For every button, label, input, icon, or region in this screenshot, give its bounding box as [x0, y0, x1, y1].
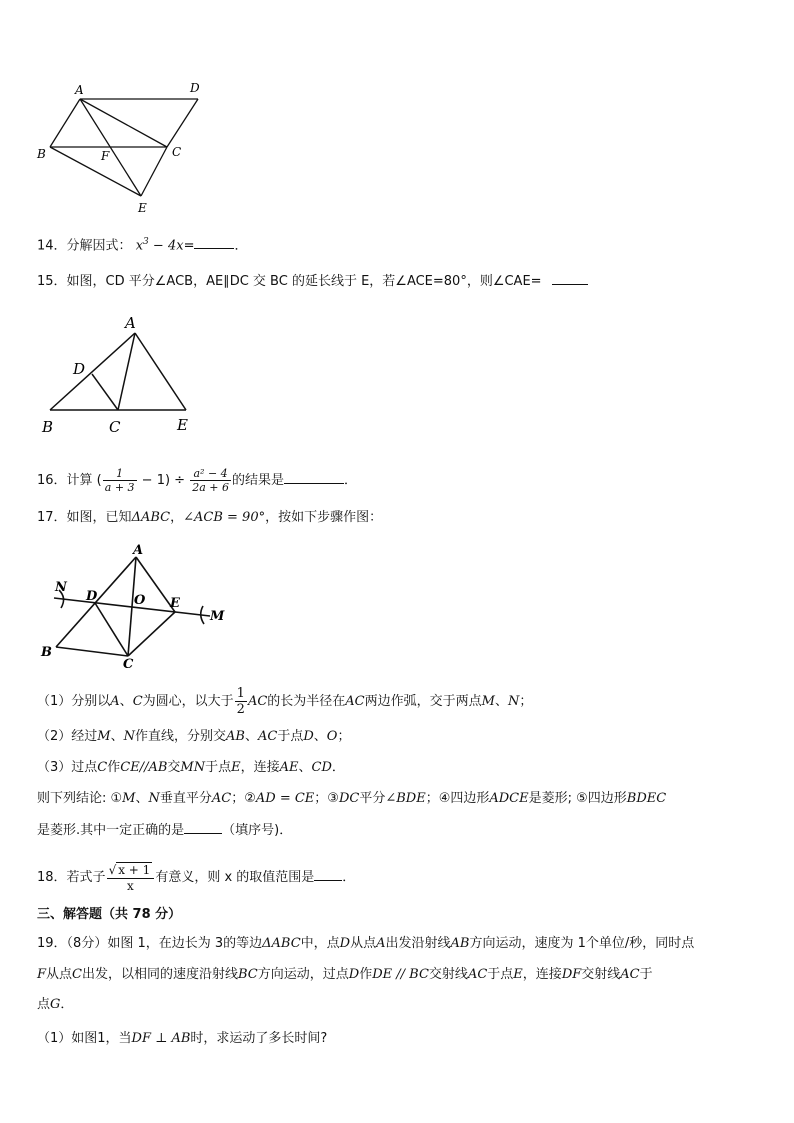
q16-mid: − 1) ÷	[137, 473, 190, 488]
q14-var-x2: x	[176, 238, 184, 254]
q19-part-1	[37, 1029, 327, 1049]
q15-number: 15．	[37, 274, 67, 289]
s1-sep2: 、	[494, 694, 508, 709]
question-15	[37, 270, 588, 292]
label-C: C	[109, 418, 121, 436]
q18-post: 有意义，则 x 的取值范围是	[155, 870, 315, 885]
s1-A: A	[110, 694, 120, 709]
s2-sep: 、	[110, 729, 124, 744]
q19-l2-mid8: 交射线	[581, 967, 621, 982]
q16-f2-denominator: 2a + 6	[192, 481, 229, 494]
q16-f2-numerator: a² − 4	[190, 467, 231, 481]
s2-sep3: 、	[313, 729, 327, 744]
q18-end: ．	[342, 870, 356, 885]
q19-l2-post: 于	[639, 967, 653, 982]
figure-q13	[30, 78, 220, 218]
q19-triangle: ΔABC	[262, 936, 301, 951]
q14-exponent: 3	[143, 237, 149, 247]
q14-end: ．	[234, 238, 248, 254]
c4-quad: ADCE	[489, 791, 529, 806]
s3-CE: CE//AB	[120, 760, 168, 775]
c1-end: ；②	[231, 791, 256, 806]
q19-F: F	[37, 967, 47, 982]
s2-O: O	[326, 729, 338, 744]
s2-end: ；	[337, 729, 351, 744]
q19-BC: BC	[238, 967, 258, 982]
q17-intro-pre: 如图，已知	[66, 510, 132, 525]
q16-fraction-1	[103, 467, 137, 494]
q19-AC2: AC	[620, 967, 640, 982]
q19-DE: DE // BC	[372, 967, 429, 982]
q17-conclusions	[37, 789, 666, 809]
s3-pre: （3）过点	[37, 760, 98, 775]
s1-pre: （1）分别以	[37, 694, 111, 709]
q19-p1-post: 时，求运动了多长时间?	[190, 1031, 328, 1046]
c2-end: ；③	[314, 791, 339, 806]
q19-l3-pre: 点	[37, 997, 51, 1012]
q19-l2-mid2: 出发，以相同的速度沿射线	[82, 967, 239, 982]
s2-sep2: 、	[244, 729, 258, 744]
q18-answer-blank[interactable]	[314, 866, 342, 881]
q17-step-3	[37, 758, 345, 778]
s3-mid: 作	[107, 760, 121, 775]
q19-l1-post: 方向运动，速度为 1个单位/秒，同时点	[469, 936, 695, 951]
label-A: A	[75, 83, 84, 97]
s1-AC: AC	[247, 694, 268, 709]
q18-radicand: x + 1	[118, 862, 151, 877]
s3-mid2: 交	[167, 760, 181, 775]
c1-text: 垂直平分	[159, 791, 212, 806]
q16-f1-denominator: a + 3	[104, 481, 135, 494]
q16-number: 16．	[37, 473, 67, 488]
label-D: D	[190, 81, 200, 95]
label-E: E	[138, 201, 147, 215]
label-C: C	[123, 657, 134, 672]
s3-end: ．	[331, 760, 345, 775]
q19-l1-mid2: 从点	[350, 936, 377, 951]
q19-AB: AB	[450, 936, 470, 951]
s2-N: N	[123, 729, 135, 744]
q18-denominator: x	[127, 878, 134, 893]
s3-CD: CD	[311, 760, 332, 775]
q19-number: 19．	[37, 936, 67, 951]
s1-C: C	[132, 694, 143, 709]
c3-end: ；④四边形	[425, 791, 490, 806]
s1-mid2: 的长为半径在	[267, 694, 346, 709]
q18-number: 18．	[37, 870, 67, 885]
q19-A: A	[376, 936, 386, 951]
q19-D2: D	[348, 967, 360, 982]
q19-l2-mid3: 方向运动，过点	[257, 967, 349, 982]
question-16	[37, 462, 357, 500]
question-17	[37, 508, 382, 528]
c3-text: 平分	[359, 791, 386, 806]
s2-mid: 作直线，分别交	[134, 729, 226, 744]
s2-pre: （2）经过	[37, 729, 98, 744]
label-C: C	[172, 145, 182, 159]
s3-sep: 、	[298, 760, 312, 775]
q16-fraction-2	[190, 467, 231, 494]
q19-AC: AC	[467, 967, 488, 982]
q14-var-x: x	[135, 238, 144, 254]
q19-p1-pre: （1）如图1，当	[37, 1031, 132, 1046]
q19-G: G	[50, 997, 61, 1012]
s1-fraction-denominator: 2	[236, 702, 245, 717]
c-pre: 则下列结论: ①	[37, 791, 123, 806]
label-M: M	[210, 609, 225, 624]
c-line2-pre: 是菱形.其中一定正确的是	[37, 823, 185, 838]
question-18	[37, 858, 355, 898]
s3-C: C	[97, 760, 108, 775]
q19-D: D	[339, 936, 351, 951]
q17-intro-post: ，按如下步骤作图：	[265, 510, 383, 525]
label-B: B	[41, 645, 52, 660]
s3-AE: AE	[279, 760, 299, 775]
label-E: E	[177, 416, 188, 434]
c1-sep: 、	[135, 791, 149, 806]
s1-mid: 为圆心，以大于	[142, 694, 234, 709]
label-B: B	[42, 418, 54, 436]
s1-end: ；	[519, 694, 533, 709]
q17-number: 17．	[37, 510, 67, 525]
s1-fraction-numerator: 1	[236, 686, 245, 701]
q17-triangle: ΔABC	[131, 510, 171, 525]
q19-l3-end: ．	[60, 997, 74, 1012]
q17-answer-blank[interactable]	[184, 819, 222, 834]
s2-D: D	[303, 729, 314, 744]
q19-l1-pre: （8分）如图 1，在边长为 3的等边	[66, 936, 263, 951]
label-D: D	[86, 589, 98, 604]
c3-angle: ∠BDE	[385, 791, 426, 806]
figure-q17	[38, 540, 238, 672]
c-line2-post: （填序号)．	[222, 823, 293, 838]
label-E: E	[170, 596, 180, 611]
c1-AC: AC	[211, 791, 232, 806]
q19-l2-mid5: 交射线	[428, 967, 468, 982]
s1-N: N	[507, 694, 520, 709]
label-O: O	[134, 593, 146, 608]
q14-number: 14．	[37, 238, 67, 254]
q19-l2-mid7: ，连接	[522, 967, 562, 982]
q16-post: 的结果是	[231, 473, 284, 488]
figure-q15	[38, 308, 208, 438]
q17-step-2	[37, 727, 350, 747]
q19-E: E	[513, 967, 523, 982]
q16-pre: 计算 (	[66, 473, 102, 488]
s1-half-fraction	[235, 686, 247, 717]
q18-fraction	[107, 862, 155, 894]
s2-M: M	[97, 729, 111, 744]
label-N: N	[55, 580, 67, 595]
s2-AC: AC	[257, 729, 278, 744]
question-14	[37, 232, 247, 256]
q19-line-1	[37, 934, 694, 954]
label-B: B	[37, 147, 46, 161]
label-A: A	[133, 543, 144, 558]
q14-answer-blank[interactable]	[194, 234, 234, 249]
label-D: D	[73, 360, 86, 378]
q18-pre: 若式子	[66, 870, 106, 885]
q19-DF: DF	[561, 967, 582, 982]
s3-MN: MN	[180, 760, 206, 775]
q14-minus: − 4	[148, 238, 177, 254]
q17-step-1	[37, 686, 532, 718]
q18-numerator: √ x + 1	[107, 862, 155, 879]
s3-mid4: ，连接	[240, 760, 280, 775]
c3-DC: DC	[338, 791, 360, 806]
q19-line-2	[37, 965, 653, 985]
label-F: F	[101, 149, 110, 163]
q19-l1-mid3: 出发沿射线	[385, 936, 451, 951]
q14-equals: =	[183, 238, 195, 254]
s2-AB: AB	[226, 729, 245, 744]
q16-end: ．	[344, 473, 358, 488]
s1-sep1: 、	[119, 694, 133, 709]
q19-l1-mid: 中，点	[300, 936, 340, 951]
s1-M: M	[481, 694, 495, 709]
s1-post: 两边作弧，交于两点	[364, 694, 482, 709]
label-A: A	[125, 314, 136, 332]
q19-p1-expr: DF ⊥ AB	[131, 1031, 191, 1046]
q19-l2-mid: 从点	[46, 967, 73, 982]
s3-mid3: 于点	[205, 760, 232, 775]
q17-intro-comma: ，	[170, 510, 184, 525]
q16-f1-numerator: 1	[103, 467, 137, 481]
q19-l2-mid4: 作	[359, 967, 373, 982]
q17-conclusions-line-2	[37, 819, 292, 841]
s1-AC2: AC	[345, 694, 365, 709]
q15-text: 如图，CD 平分∠ACB，AE∥DC 交 BC 的延长线于 E，若∠ACE=80°，则∠CAE=	[66, 274, 542, 289]
q19-C: C	[72, 967, 82, 982]
section-3-title: 三、解答题（共 78 分）	[37, 907, 182, 922]
q19-l2-mid6: 于点	[487, 967, 514, 982]
q17-angle: ∠ACB = 90°	[183, 510, 266, 525]
c4-text: 是菱形; ⑤四边形	[528, 791, 627, 806]
q14-text: 分解因式：	[66, 238, 132, 254]
q15-answer-blank[interactable]	[552, 270, 588, 285]
c5-quad: BDEC	[626, 791, 667, 806]
c1-N: N	[148, 791, 160, 806]
c2-expr: AD = CE	[255, 791, 315, 806]
s3-E: E	[231, 760, 241, 775]
q16-answer-blank[interactable]	[284, 469, 344, 484]
c1-M: M	[122, 791, 136, 806]
s2-mid2: 于点	[277, 729, 304, 744]
q19-line-3	[37, 995, 73, 1015]
